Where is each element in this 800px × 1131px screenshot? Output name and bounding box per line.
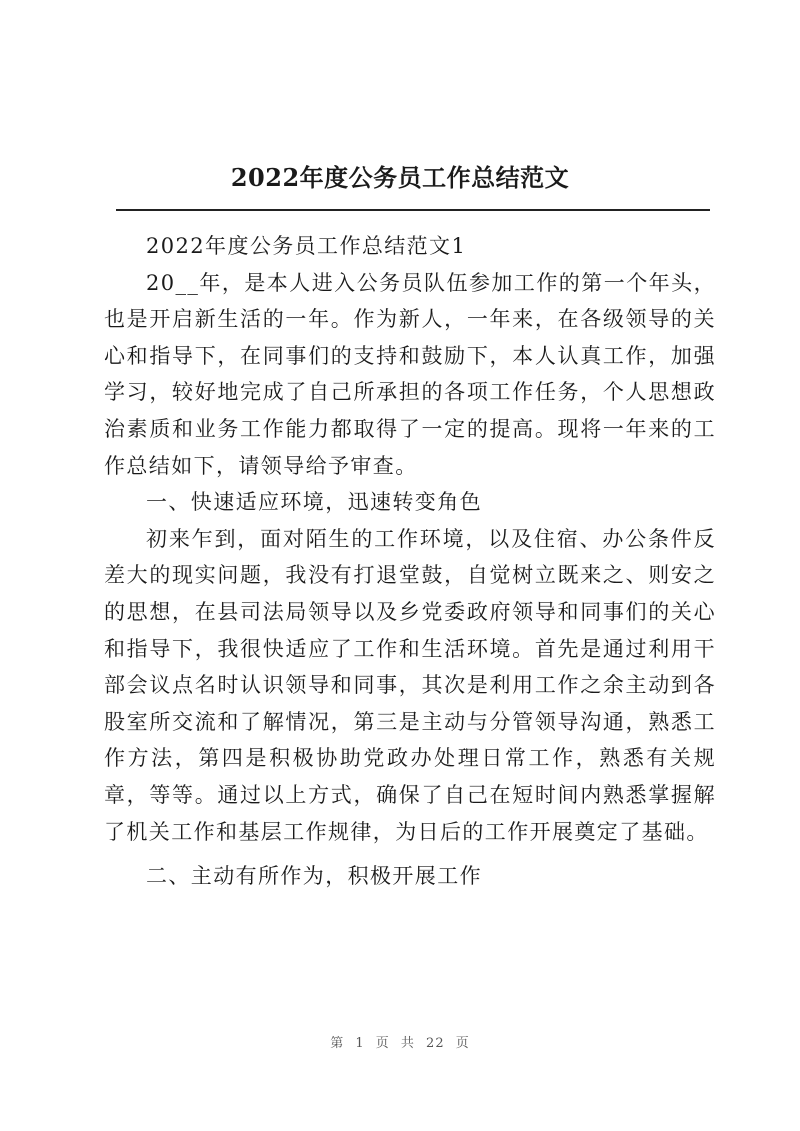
- subtitle-paragraph: 2022年度公务员工作总结范文1: [146, 234, 467, 258]
- document-body: [104, 228, 716, 895]
- intro-paragraph: 20__年，是本人进入公务员队伍参加工作的第一个年头，也是开启新生活的一年。作为新人，一年来，在各级领导的关心和指导下，在同事们的支持和鼓励下，本人认真工作，加强学习，较好地完成了自己所承担的各项工作任务，个人思想政治素质和业务工作能力都取得了一定的提高。现将一年来的工作总结如下，请领导给予审查。: [104, 270, 716, 478]
- page-footer: 第 1 页 共 22 页: [330, 1036, 470, 1051]
- section-heading-1: 一、快速适应环境，迅速转变角色: [146, 490, 482, 515]
- document-title: 2022年度公务员工作总结范文: [230, 163, 570, 192]
- title-divider: [116, 209, 710, 211]
- section-heading-2: 二、主动有所作为，积极开展工作: [146, 864, 482, 889]
- section-1-paragraph: 初来乍到，面对陌生的工作环境，以及住宿、办公条件反差大的现实问题，我没有打退堂鼓，自觉树立既来之、则安之的思想，在县司法局领导以及乡党委政府领导和同事们的关心和指导下，我很快适应了工作和生活环境。首先是通过利用干部会议点名时认识领导和同事，其次是利用工作之余主动到各股室所交流和了解情况，第三是主动与分管领导沟通，熟悉工作方法，第四是积极协助党政办处理日常工作，熟悉有关规章，等等。通过以上方式，确保了自己在短时间内熟悉掌握解了机关工作和基层工作规律，为日后的工作开展奠定了基础。: [104, 526, 716, 844]
